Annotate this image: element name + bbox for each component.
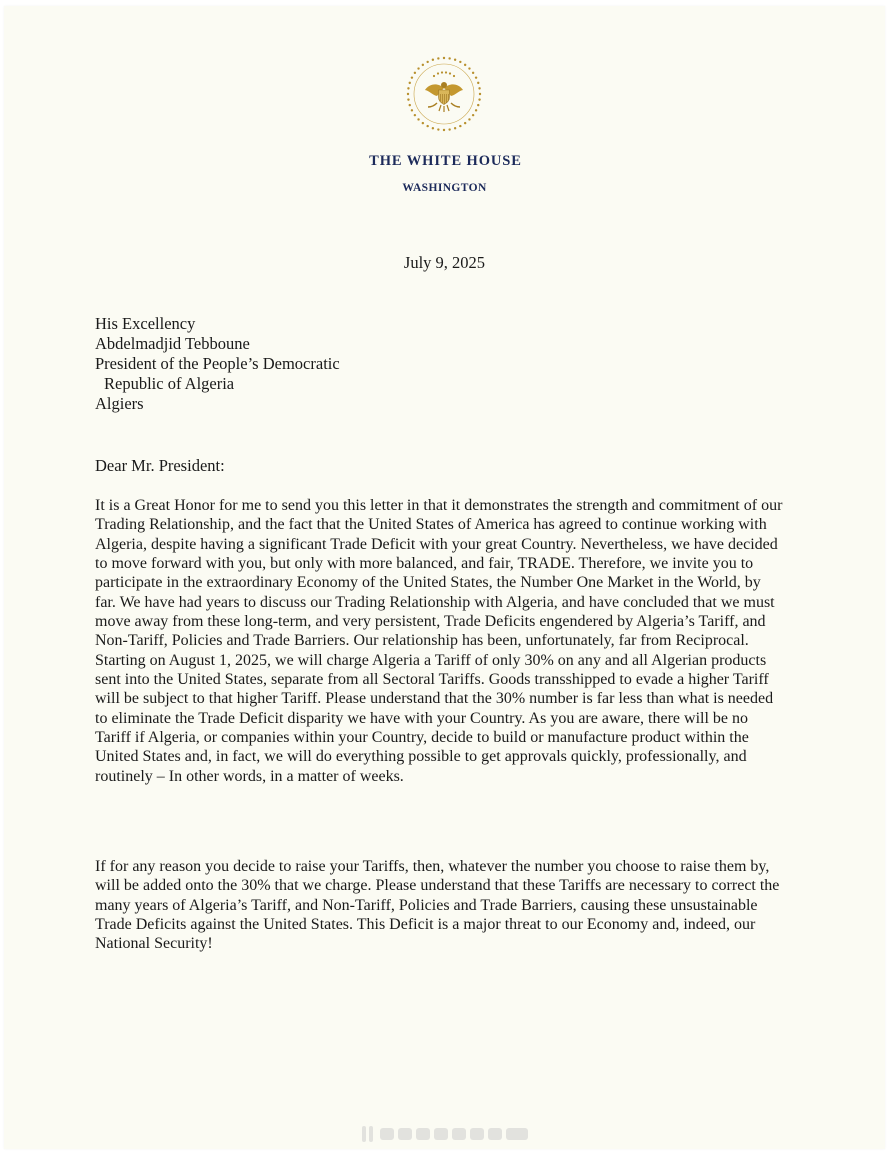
presidential-seal-icon [404,54,484,134]
recipient-address [95,314,340,414]
body-paragraph-2: If for any reason you decide to raise your Tariffs, then, whatever the number you choose to raise them by, will be added onto the 30% that we charge. Please understand that these Tariffs are necessary to correct the many years of Algeria’s Tariff, and Non-Tariff, Policies and Trade Barriers, causing these unsustainable Trade Deficits against the United States. This Deficit is a major threat to our Economy and, indeed, our National Security! [95,858,780,953]
recipient-title: President of the People’s Democratic [95,354,340,373]
recipient-name: Abdelmadjid Tebboune [95,334,250,353]
recipient-city: Algiers [95,394,144,413]
recipient-title-continued: Republic of Algeria [104,374,235,393]
salutation: Dear Mr. President: [95,456,225,475]
letter-date: July 9, 2025 [403,253,486,272]
watermark-logo-icon [360,1122,532,1146]
recipient-honorific: His Excellency [95,314,196,333]
body-paragraph-1: It is a Great Honor for me to send you this letter in that it demonstrates the strength and commitment of our Trading Relationship, and the fact that the United States of America has agreed to continue working with Algeria, despite having a significant Trade Deficit with your great Country. Nevertheless, we have decided to move forward with you, but only with more balanced, and fair, TRADE. Therefore, we invite you to participate in the extraordinary Economy of the United States, the Number One Market in the World, by far. We have had years to discuss our Trading Relationship with Algeria, and have concluded that we must move away from these long-term, and very persistent, Trade Deficits engendered by Algeria’s Tariff, and Non-Tariff, Policies and Trade Barriers. Our relationship has been, unfortunately, far from Reciprocal. Starting on August 1, 2025, we will charge Algeria a Tariff of only 30% on any and all Algerian products sent into the United States, separate from all Sectoral Tariffs. Goods transshipped to evade a higher Tariff will be subject to that higher Tariff. Please understand that the 30% number is far less than what is needed to eliminate the Trade Deficit disparity we have with your Country. As you are aware, there will be no Tariff if Algeria, or companies within your Country, decide to build or manufacture product within the United States and, in fact, we will do everything possible to get approvals quickly, professionally, and routinely – In other words, in a matter of weeks. [95,497,783,785]
letterhead-org-name: THE WHITE HOUSE [369,153,522,169]
letterhead-city: WASHINGTON [402,182,487,194]
